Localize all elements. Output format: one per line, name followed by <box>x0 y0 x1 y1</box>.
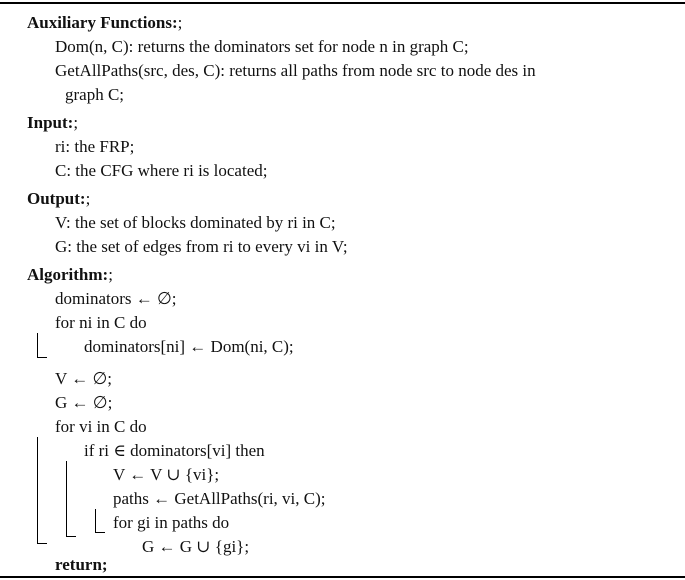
step-v-init: V ← ∅; <box>55 369 113 388</box>
output-v: V: the set of blocks dominated by ri in C; <box>55 213 336 232</box>
scope-bracket-for-gi-foot <box>95 532 105 533</box>
scope-bracket-for-ni <box>37 333 38 357</box>
step-g-union: G ← G ∪ {gi}; <box>142 537 250 556</box>
algorithm-heading-label: Algorithm: <box>27 265 109 284</box>
step-for-ni: for ni in C do <box>55 313 147 332</box>
step-g-init: G ← ∅; <box>55 393 113 412</box>
aux-heading: Auxiliary Functions:; <box>27 13 183 32</box>
input-c: C: the CFG where ri is located; <box>55 161 268 180</box>
output-heading: Output:; <box>27 189 91 208</box>
step-dominators-init: dominators ← ∅; <box>55 289 177 308</box>
bottom-rule <box>0 576 685 578</box>
output-g: G: the set of edges from ri to every vi in V; <box>55 237 348 256</box>
scope-bracket-for-vi <box>37 437 38 543</box>
output-heading-label: Output: <box>27 189 86 208</box>
scope-bracket-if-foot <box>66 536 76 537</box>
step-for-gi: for gi in paths do <box>113 513 230 532</box>
scope-bracket-if <box>66 461 67 536</box>
input-heading: Input:; <box>27 113 79 132</box>
step-dominators-assign: dominators[ni] ← Dom(ni, C); <box>84 337 294 356</box>
algorithm-heading: Algorithm:; <box>27 265 113 284</box>
input-heading-label: Input: <box>27 113 74 132</box>
scope-bracket-for-vi-foot <box>37 543 47 544</box>
top-rule <box>0 2 685 4</box>
scope-bracket-for-ni-foot <box>37 357 47 358</box>
aux-line-getallpaths: GetAllPaths(src, des, C): returns all paths from node src to node des in <box>55 61 536 80</box>
step-return: return; <box>55 555 108 574</box>
step-if-ri: if ri ∈ dominators[vi] then <box>84 441 265 460</box>
aux-heading-label: Auxiliary Functions: <box>27 13 178 32</box>
step-paths-assign: paths ← GetAllPaths(ri, vi, C); <box>113 489 326 508</box>
step-for-vi: for vi in C do <box>55 417 147 436</box>
input-ri: ri: the FRP; <box>55 137 135 156</box>
scope-bracket-for-gi <box>95 509 96 532</box>
step-v-union: V ← V ∪ {vi}; <box>113 465 220 484</box>
aux-line-dom: Dom(n, C): returns the dominators set for node n in graph C; <box>55 37 469 56</box>
aux-line-getallpaths-cont: graph C; <box>65 85 125 104</box>
